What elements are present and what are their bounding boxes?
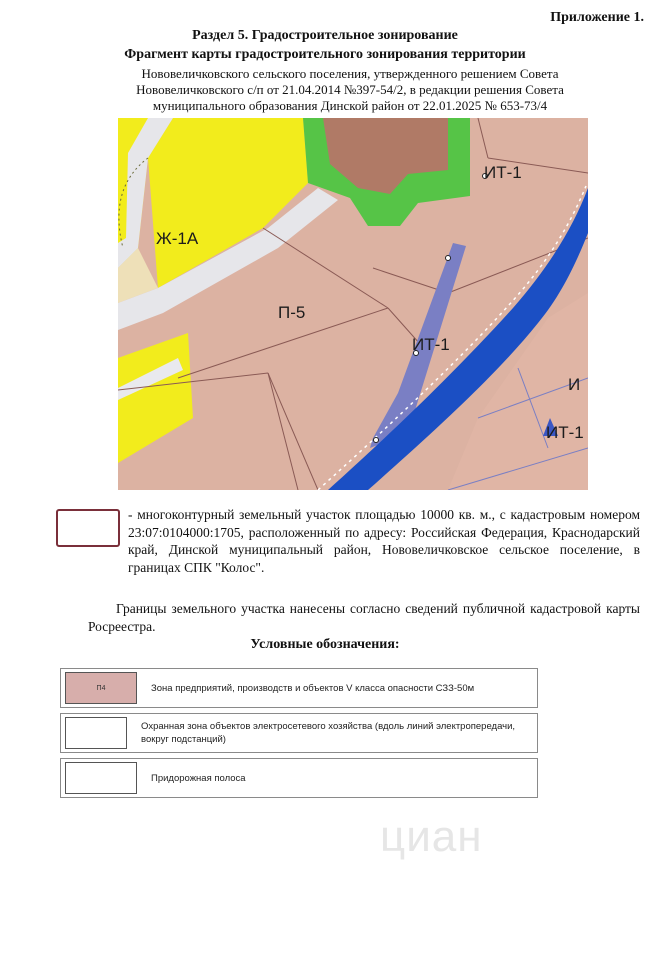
label-it-edge: И: [568, 375, 581, 394]
legend-swatch-power-zone: [65, 717, 127, 749]
legend: [60, 668, 538, 803]
appendix-label: Приложение 1.: [550, 10, 644, 25]
section-title: Раздел 5. Градостроительное зонирование: [192, 28, 458, 43]
parcel-swatch: [56, 509, 120, 547]
legend-title: Условные обозначения:: [250, 637, 400, 652]
legend-text: Придорожная полоса: [151, 772, 246, 784]
label-zh1a: Ж-1А: [156, 229, 199, 248]
label-p5: П-5: [278, 303, 306, 322]
marker-point-strip: [446, 256, 451, 261]
parcel-description-text: многоконтурный земельный участок площадью 10000 кв. м., с кадастровым номером 23:07:0104000:1705, расположенный по адресу: Российская Федерация, Краснодарский край, Динской муниципальный район, Нововеличковское сельское поселение, в границах СПК "Колос".: [128, 507, 640, 575]
label-it1-right: ИТ-1: [546, 423, 584, 442]
legend-item: [60, 713, 538, 753]
boundary-note: Границы земельного участка нанесены согласно сведений публичной кадастровой карты Росреестра.: [88, 601, 640, 634]
label-it1-top: ИТ-1: [484, 163, 522, 182]
zoning-map: [118, 118, 588, 490]
watermark: циан: [380, 812, 483, 861]
marker-point-bottom: [374, 438, 379, 443]
parcel-dash: -: [128, 507, 133, 522]
legend-swatch-roadside: [65, 762, 137, 794]
legend-item: [60, 668, 538, 708]
fragment-title: Фрагмент карты градостроительного зонирования территории: [124, 47, 526, 62]
parcel-description: [128, 506, 640, 576]
decision-text: Нововеличковского сельского поселения, утвержденного решением Совета Нововеличковского с/п от 21.04.2014 №397-54/2, в редакции решения Совета муниципального образования Динской район от 22.01.2025 № 653-73/4: [136, 66, 564, 113]
legend-swatch-industrial: [65, 672, 137, 704]
label-it1-center: ИТ-1: [412, 335, 450, 354]
legend-code: П4: [96, 684, 106, 692]
legend-text: Зона предприятий, производств и объектов V класса опасности СЗЗ-50м: [151, 682, 475, 694]
legend-text: Охранная зона объектов электросетевого хозяйства (вдоль линий электропередачи, вокруг подстанций): [141, 721, 516, 745]
zoning-map-drawing: [118, 118, 588, 490]
legend-item: [60, 758, 538, 798]
